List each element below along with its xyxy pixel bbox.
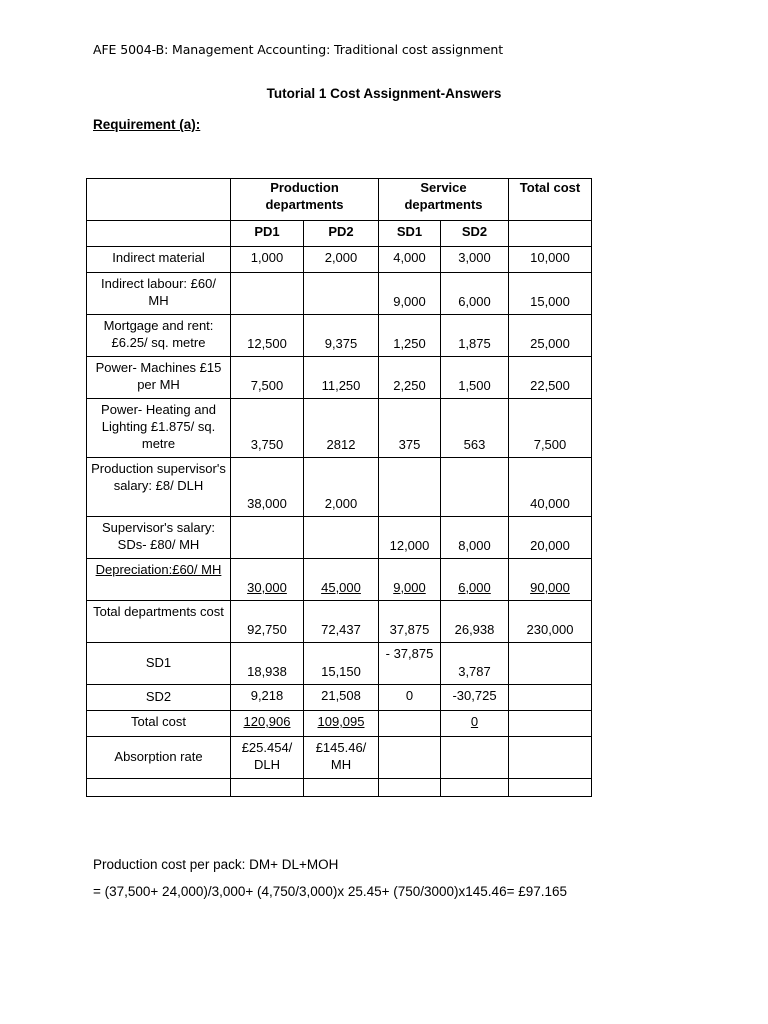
row-label: Indirect labour: £60/ MH [87, 273, 231, 315]
table-cell [509, 685, 592, 711]
table-cell: 1,000 [231, 247, 304, 273]
table-row [87, 357, 592, 399]
table-cell: 12,500 [231, 315, 304, 357]
table-cell: 12,000 [379, 517, 441, 559]
table-cell: 2,000 [304, 458, 379, 517]
table-cell: -30,725 [441, 685, 509, 711]
table-cell: 20,000 [509, 517, 592, 559]
page-title: Tutorial 1 Cost Assignment-Answers [266, 86, 502, 101]
table-cell: 10,000 [509, 247, 592, 273]
table-cell: 21,508 [304, 685, 379, 711]
table-cell: 25,000 [509, 315, 592, 357]
formula-intro: Production cost per pack: DM+ DL+MOH [93, 857, 339, 872]
table-cell [379, 458, 441, 517]
table-row [87, 517, 592, 559]
table-cell [231, 273, 304, 315]
table-cell: 0 [441, 711, 509, 737]
row-label: Total departments cost [87, 601, 231, 643]
row-label: Depreciation:£60/ MH [87, 559, 231, 601]
table-cell: - 37,875 [379, 643, 441, 685]
table-cell: 3,787 [441, 643, 509, 685]
table-cell: 0 [379, 685, 441, 711]
table-cell: 7,500 [509, 399, 592, 458]
table-cell: 72,437 [304, 601, 379, 643]
table-row [87, 247, 592, 273]
table-cell [379, 737, 441, 779]
table-cell: £145.46/ MH [304, 737, 379, 779]
table-cell: 2,250 [379, 357, 441, 399]
table-cell [509, 737, 592, 779]
row-label: SD1 [87, 643, 231, 685]
table-cell: 22,500 [509, 357, 592, 399]
table-cell: 3,000 [441, 247, 509, 273]
table-cell: 6,000 [441, 559, 509, 601]
row-label: Power- Machines £15 per MH [87, 357, 231, 399]
table-cell [304, 517, 379, 559]
table-cell: 120,906 [231, 711, 304, 737]
column-header-pd1: PD1 [231, 221, 304, 247]
header-blank-cell [87, 221, 231, 247]
table-row [87, 601, 592, 643]
table-cell: 9,000 [379, 559, 441, 601]
row-label: Power- Heating and Lighting £1.875/ sq. metre [87, 399, 231, 458]
table-cell: 1,875 [441, 315, 509, 357]
table-cell: 375 [379, 399, 441, 458]
table-cell: 11,250 [304, 357, 379, 399]
table-cell [509, 711, 592, 737]
table-cell: 9,000 [379, 273, 441, 315]
table-cell: 3,750 [231, 399, 304, 458]
table-cell: 92,750 [231, 601, 304, 643]
row-label: Production supervisor's salary: £8/ DLH [87, 458, 231, 517]
table-row [87, 779, 592, 797]
table-cell: 90,000 [509, 559, 592, 601]
table-cell [231, 779, 304, 797]
table-cell: 4,000 [379, 247, 441, 273]
row-label [87, 779, 231, 797]
table-cell: 6,000 [441, 273, 509, 315]
table-cell [441, 458, 509, 517]
row-label: Indirect material [87, 247, 231, 273]
table-cell: 2,000 [304, 247, 379, 273]
table-cell [509, 643, 592, 685]
column-header-sd1: SD1 [379, 221, 441, 247]
table-cell: 37,875 [379, 601, 441, 643]
table-cell: 109,095 [304, 711, 379, 737]
table-cell: 45,000 [304, 559, 379, 601]
column-header-pd2: PD2 [304, 221, 379, 247]
table-cell [304, 779, 379, 797]
table-cell: 230,000 [509, 601, 592, 643]
table-cell: 9,375 [304, 315, 379, 357]
table-cell: 38,000 [231, 458, 304, 517]
table-cell: 30,000 [231, 559, 304, 601]
table-cell: 40,000 [509, 458, 592, 517]
table-cell: 15,150 [304, 643, 379, 685]
row-label: SD2 [87, 685, 231, 711]
table-row [87, 685, 592, 711]
table-row [87, 643, 592, 685]
table-cell: 8,000 [441, 517, 509, 559]
table-row [87, 559, 592, 601]
header-blank-total [509, 221, 592, 247]
table-cell: 563 [441, 399, 509, 458]
table-row [87, 458, 592, 517]
table-row [87, 711, 592, 737]
table-cell: 1,250 [379, 315, 441, 357]
cost-allocation-table [86, 178, 592, 797]
group-header-production: Production departments [231, 179, 379, 221]
table-cell [441, 779, 509, 797]
table-cell: 15,000 [509, 273, 592, 315]
group-header-total: Total cost [509, 179, 592, 221]
table-cell [441, 737, 509, 779]
table-row [87, 315, 592, 357]
row-label: Mortgage and rent: £6.25/ sq. metre [87, 315, 231, 357]
formula-calculation: = (37,500+ 24,000)/3,000+ (4,750/3,000)x 25.45+ (750/3000)x145.46= £97.165 [93, 884, 568, 899]
table-cell [304, 273, 379, 315]
table-cell [231, 517, 304, 559]
row-label: Supervisor's salary: SDs- £80/ MH [87, 517, 231, 559]
row-label: Total cost [87, 711, 231, 737]
table-cell: 1,500 [441, 357, 509, 399]
table-cell [379, 779, 441, 797]
table-cell: 2812 [304, 399, 379, 458]
table-cell: 7,500 [231, 357, 304, 399]
table-row [87, 273, 592, 315]
table-row [87, 399, 592, 458]
table-cell: 18,938 [231, 643, 304, 685]
table-row [87, 737, 592, 779]
table-cell [509, 779, 592, 797]
table-cell [379, 711, 441, 737]
table-cell: 9,218 [231, 685, 304, 711]
table-cell: 26,938 [441, 601, 509, 643]
requirement-heading: Requirement (a): [93, 117, 201, 132]
corner-cell [87, 179, 231, 221]
row-label: Absorption rate [87, 737, 231, 779]
column-header-sd2: SD2 [441, 221, 509, 247]
group-header-service: Service departments [379, 179, 509, 221]
table-cell: £25.454/ DLH [231, 737, 304, 779]
document-header: AFE 5004-B: Management Accounting: Traditional cost assignment [93, 42, 504, 57]
